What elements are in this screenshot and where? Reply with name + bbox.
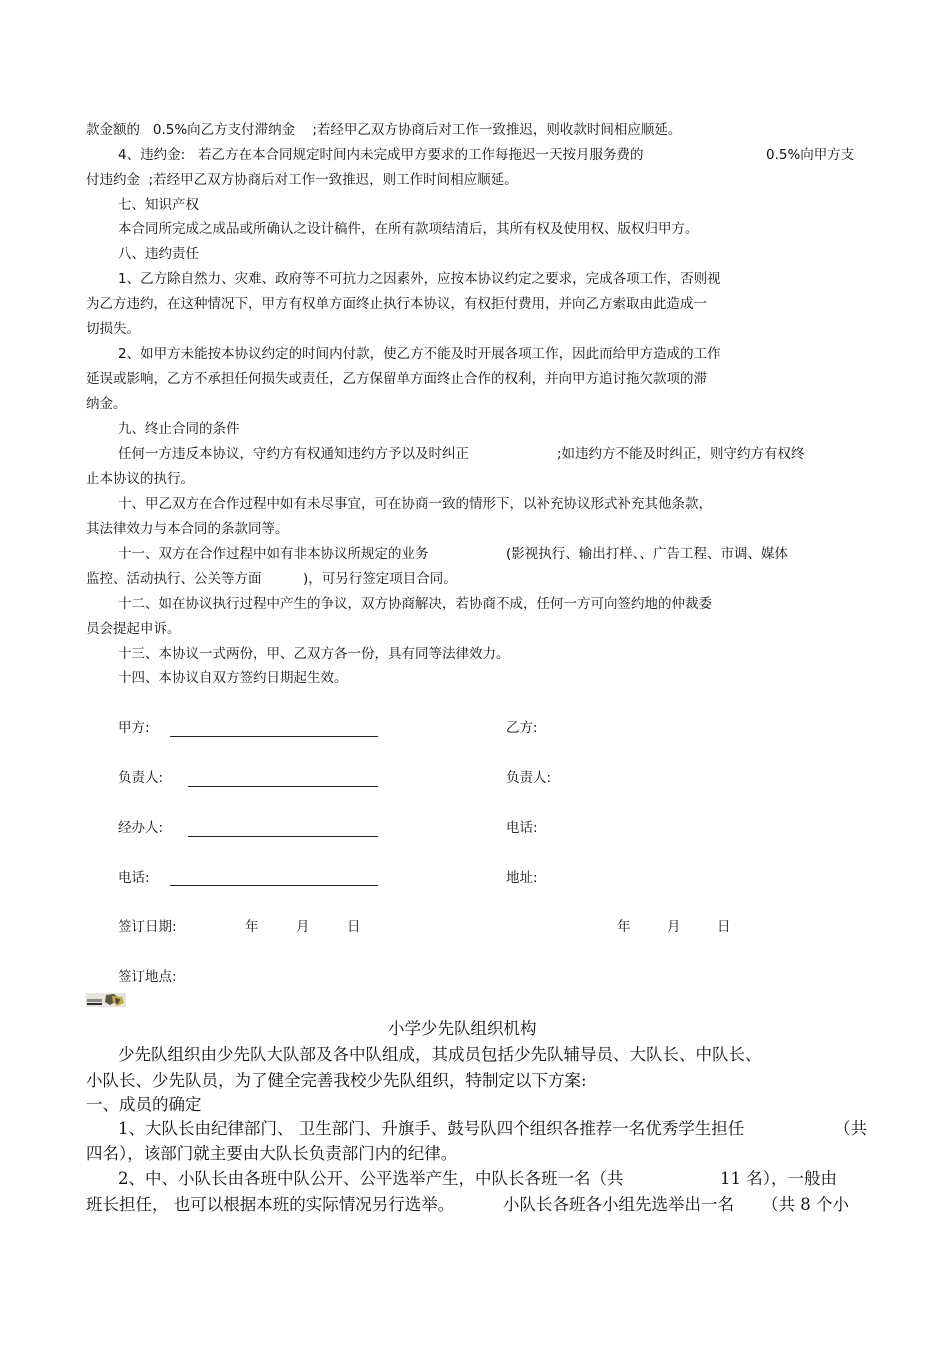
section-heading: 七、知识产权 — [118, 197, 199, 213]
contract-line: 任何一方违反本协议，守约方有权通知违约方予以及时纠正 — [118, 446, 469, 462]
contract-line: 十、甲乙双方在合作过程中如有未尽事宜，可在协商一致的情形下，以补充协议形式补充其他条款， — [118, 496, 712, 512]
contract-line: 4、违约金: 若乙方在本合同规定时间内未完成甲方要求的工作每拖迟一天按月服务费的 — [118, 147, 644, 163]
date-year: 年 — [617, 919, 631, 935]
handler-label: 经办人: — [118, 820, 164, 836]
section-heading: 八、违约责任 — [118, 246, 199, 262]
contract-line: 切损失。 — [86, 321, 140, 337]
date-month: 月 — [296, 919, 310, 935]
article-line: （共 8 个小 — [762, 1195, 849, 1214]
contract-line: 其法律效力与本合同的条款同等。 — [86, 521, 289, 537]
contract-line: 监控、活动执行、公关等方面 — [86, 571, 262, 587]
article-line: 班长担任， 也可以根据本班的实际情况另行选举。 — [86, 1195, 455, 1214]
contract-line: 为乙方违约，在这种情况下，甲方有权单方面终止执行本协议，有权拒付费用，并向乙方索取由此造成一 — [86, 296, 707, 312]
contract-line: 止本协议的执行。 — [86, 471, 194, 487]
date-year: 年 — [245, 919, 259, 935]
contract-line: 0.5%向甲方支 — [766, 147, 855, 163]
contract-line: 款金额的 0.5%向乙方支付滞纳金 ;若经甲乙双方协商后对工作一致推迟，则收款时间相应顺延。 — [86, 122, 682, 138]
article-line: 1、大队长由纪律部门、 卫生部门、升旗手、鼓号队四个组织各推荐一名优秀学生担任 — [118, 1119, 745, 1138]
contract-line: )，可另行签定项目合同。 — [303, 571, 457, 587]
phone-b-label: 电话: — [506, 820, 538, 836]
contract-line: ;如违约方不能及时纠正，则守约方有权终 — [557, 446, 805, 462]
handler-signature-line — [188, 836, 378, 837]
contract-line: 延误或影响，乙方不承担任何损失或责任，乙方保留单方面终止合作的权利，并向甲方追讨拖欠款项的滞 — [86, 371, 707, 387]
phone-a-line — [170, 885, 378, 886]
date-day: 日 — [347, 919, 361, 935]
sign-date-label: 签订日期: — [118, 919, 177, 935]
article-line: 11 名），一般由 — [720, 1169, 837, 1188]
article-line: 少先队组织由少先队大队部及各中队组成，其成员包括少先队辅导员、大队长、中队长、 — [118, 1045, 762, 1064]
article-title: 小学少先队组织机构 — [388, 1019, 537, 1038]
responsible-a-signature-line — [188, 786, 378, 787]
contract-line: 1、乙方除自然力、灾难、政府等不可抗力之因素外，应按本协议约定之要求，完成各项工作，否则视 — [118, 271, 721, 287]
section-heading: 九、终止合同的条件 — [118, 421, 240, 437]
phone-a-label: 电话: — [118, 870, 150, 886]
date-day: 日 — [717, 919, 731, 935]
party-a-label: 甲方: — [118, 720, 150, 736]
party-a-signature-line — [170, 736, 378, 737]
contract-line: 2、如甲方未能按本协议约定的时间内付款，使乙方不能及时开展各项工作，因此而给甲方造成的工作 — [118, 346, 721, 362]
responsible-a-label: 负责人: — [118, 770, 164, 786]
date-month: 月 — [667, 919, 681, 935]
article-line: （共 — [834, 1119, 867, 1138]
contract-line: (影视执行、输出打样、、广告工程、市调、媒体 — [506, 546, 789, 562]
contract-line: 十三、本协议一式两份，甲、乙双方各一份，具有同等法律效力。 — [118, 646, 510, 662]
article-line: 小队长、少先队员，为了健全完善我校少先队组织，特制定以下方案: — [86, 1071, 587, 1090]
article-line: 四名），该部门就主要由大队长负责部门内的纪律。 — [86, 1144, 458, 1163]
contract-line: 本合同所完成之成品或所确认之设计稿件，在所有款项结清后，其所有权及使用权、版权归甲方。 — [118, 221, 699, 237]
party-b-label: 乙方: — [506, 720, 538, 736]
article-heading: 一、成员的确定 — [86, 1095, 202, 1114]
contract-line: 纳金。 — [86, 396, 127, 412]
contract-line: 付违约金 ;若经甲乙双方协商后对工作一致推迟，则工作时间相应顺延。 — [86, 172, 518, 188]
address-label: 地址: — [506, 870, 538, 886]
sign-place-label: 签订地点: — [118, 969, 177, 985]
thumbnail-image — [86, 993, 126, 1007]
responsible-b-label: 负责人: — [506, 770, 552, 786]
contract-line: 十一、双方在合作过程中如有非本协议所规定的业务 — [118, 546, 429, 562]
article-line: 小队长各班各小组先选举出一名 — [503, 1195, 734, 1214]
contract-line: 十四、本协议自双方签约日期起生效。 — [118, 670, 348, 686]
article-line: 2、中、小队长由各班中队公开、公平选举产生，中队长各班一名（共 — [118, 1169, 624, 1188]
contract-line: 员会提起申诉。 — [86, 621, 181, 637]
contract-line: 十二、如在协议执行过程中产生的争议，双方协商解决，若协商不成，任何一方可向签约地的仲裁委 — [118, 596, 712, 612]
